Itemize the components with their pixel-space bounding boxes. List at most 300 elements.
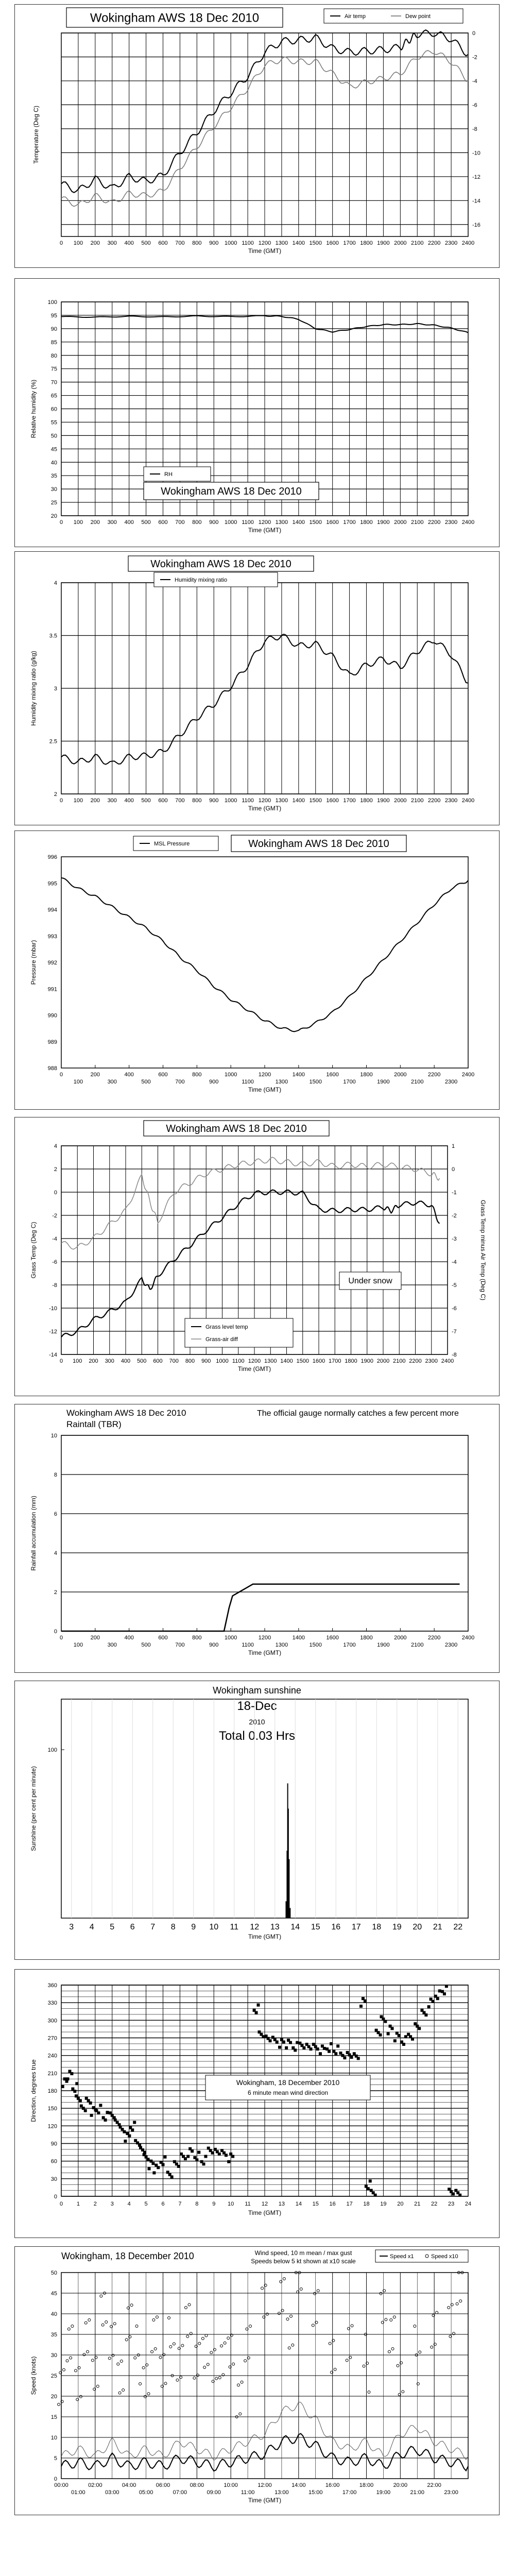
speed-x10-point <box>181 2344 184 2347</box>
wind-dir-point <box>418 2027 421 2030</box>
x-tick-label: 2200 <box>427 798 441 804</box>
x-tick-label: 700 <box>175 240 185 246</box>
x-tick-label: 2200 <box>427 1072 441 1078</box>
x-tick-label: 23:00 <box>444 2489 458 2496</box>
x-tick-label: 04:00 <box>122 2482 136 2488</box>
y-tick-label: 996 <box>47 854 57 860</box>
wind-dir-point <box>296 2041 299 2044</box>
x-tick-label: 1600 <box>326 519 339 526</box>
y-axis-label: Temperature (Deg C) <box>32 106 40 164</box>
wind-dir-point <box>128 2134 131 2138</box>
x-tick-label: 2100 <box>411 519 424 526</box>
y-tick-label: 2 <box>54 791 57 798</box>
y-tick-label: 3 <box>54 686 57 692</box>
y-tick-label: -8 <box>52 1282 57 1289</box>
x-tick-label: 18 <box>363 2201 370 2207</box>
x-tick-label: 1700 <box>343 240 356 246</box>
x-tick-label: 05:00 <box>139 2489 153 2496</box>
speed-x10-point <box>130 2304 133 2307</box>
x-tick-label: 1700 <box>329 1358 341 1364</box>
wind-dir-point <box>231 2155 234 2158</box>
x-tick-label: 900 <box>209 240 219 246</box>
x-tick-label: 02:00 <box>88 2482 102 2488</box>
wind-dir-point <box>256 2004 260 2007</box>
y-axis-label: Humidity mixing ratio (g/kg) <box>30 651 37 726</box>
x-tick-label: 2400 <box>461 519 475 526</box>
speed-x10-point <box>203 2366 206 2369</box>
x-tick-label: 10:00 <box>224 2482 238 2488</box>
wind-dir-point <box>70 2072 73 2075</box>
speed-x10-point <box>125 2338 128 2341</box>
x-axis-label: Time (GMT) <box>237 1365 271 1372</box>
pressure-chart <box>15 831 499 1109</box>
x-tick-label: 1200 <box>258 519 271 526</box>
x-tick-label: 1400 <box>292 1072 305 1078</box>
x-tick-label: 400 <box>124 1072 134 1078</box>
x-tick-label: 12 <box>261 2201 268 2207</box>
wind-dir-point <box>104 2119 107 2122</box>
speed-x10-point <box>283 2278 285 2280</box>
wind-dir-point <box>387 2032 390 2036</box>
sunshine-panel <box>14 1681 500 1960</box>
speed-x10-point <box>105 2321 108 2324</box>
x-tick-label: 01:00 <box>71 2489 85 2496</box>
chart-title: Wokingham AWS 18 Dec 2010 <box>90 11 260 25</box>
wind-dir-point <box>90 2114 93 2117</box>
x-tick-label: 100 <box>73 519 83 526</box>
y-tick-label: -6 <box>52 1259 57 1265</box>
speed-x10-point <box>147 2393 150 2395</box>
y-tick-label: 40 <box>50 460 57 466</box>
x-tick-label: 500 <box>141 240 151 246</box>
wind-dir-point <box>369 2179 372 2182</box>
x-tick-label: 21:00 <box>410 2489 425 2496</box>
chart-title: Wokingham AWS 18 Dec 2010 <box>248 838 389 850</box>
speed-x10-point <box>159 2356 162 2359</box>
grass-temp-panel <box>14 1117 500 1396</box>
x-tick-label: 19:00 <box>376 2489 391 2496</box>
y-tick-label: -12 <box>49 1329 57 1335</box>
plot-frame <box>61 1435 468 1631</box>
x-tick-label: 0 <box>59 240 63 246</box>
x-tick-label: 600 <box>153 1358 163 1364</box>
wind-dir-point <box>282 2040 285 2043</box>
chart-title: Wokingham AWS 18 Dec 2010 <box>66 1408 186 1418</box>
speed-x10-point <box>184 2307 187 2309</box>
y-tick-label: 15 <box>50 2414 57 2420</box>
y-tick-label: 240 <box>47 2053 57 2059</box>
x-tick-label: 200 <box>90 240 100 246</box>
x-tick-label: 1200 <box>258 1635 271 1641</box>
speed-x10-point <box>83 2353 85 2356</box>
series-msl-pressure <box>61 878 468 1031</box>
x-tick-label: 900 <box>209 1079 219 1085</box>
chart-note: The official gauge normally catches a few percent more <box>257 1409 459 1418</box>
wind-dir-point <box>157 2166 160 2169</box>
wind-dir-point <box>310 2047 313 2050</box>
rainfall-panel <box>14 1404 500 1673</box>
x-tick-label: 1200 <box>258 240 271 246</box>
speed-x10-point <box>300 2288 302 2291</box>
wind-dir-point <box>262 2035 265 2038</box>
x-tick-label: 1900 <box>360 1358 373 1364</box>
wind-direction-chart <box>15 1970 499 2238</box>
speed-x10-point <box>188 2303 191 2306</box>
chart-title: Wokingham AWS 18 Dec 2010 <box>161 486 302 497</box>
annotation-under-snow: Under snow <box>348 1277 392 1285</box>
x-tick-label: 900 <box>209 1642 219 1648</box>
y-tick-label: 992 <box>47 960 57 966</box>
speed-x10-point <box>391 2348 394 2350</box>
x-tick-label: 1700 <box>343 1642 356 1648</box>
x-tick-label: 1900 <box>377 240 390 246</box>
speed-x10-point <box>207 2363 209 2366</box>
y-tick-label: 2 <box>54 1589 57 1596</box>
speed-x10-point <box>96 2385 99 2387</box>
series-grass-air-diff <box>61 1157 439 1249</box>
wind-dir-point <box>328 2050 331 2053</box>
speed-x10-point <box>58 2403 60 2406</box>
y-tick-label: 994 <box>47 907 57 913</box>
wind-dir-point <box>131 2128 134 2131</box>
x-tick-label: 1100 <box>242 798 254 804</box>
x-tick-label: 1100 <box>242 519 254 526</box>
wind-dir-point <box>75 2082 78 2085</box>
speed-x10-point <box>88 2319 91 2321</box>
y2-axis-label: Grass Temp minus Air Temp (Deg C) <box>479 1200 487 1300</box>
sunshine-chart <box>15 1681 499 1959</box>
x-tick-label: 00:00 <box>54 2482 68 2488</box>
wind-dir-point <box>84 2109 87 2112</box>
x-tick-label: 2400 <box>461 1072 475 1078</box>
speed-x10-point <box>431 2346 433 2348</box>
x-tick-label: 19 <box>380 2201 387 2207</box>
x-tick-label: 100 <box>73 1642 83 1648</box>
wind-dir-point <box>73 2090 76 2093</box>
x-axis-label: Time (GMT) <box>248 247 282 255</box>
wind-dir-point <box>443 1992 446 1995</box>
x-tick-label: 1900 <box>377 798 390 804</box>
wind-dir-point <box>133 2121 136 2124</box>
x-tick-label: 19 <box>392 1923 402 1931</box>
x-tick-label: 1500 <box>296 1358 309 1364</box>
y-tick-label: -16 <box>472 222 480 228</box>
wind-dir-point <box>276 2040 279 2043</box>
x-tick-label: 300 <box>107 1079 117 1085</box>
y-tick-label: 180 <box>47 2088 57 2094</box>
y2-tick-label: -6 <box>452 1306 457 1312</box>
wind-dir-point <box>458 2194 461 2197</box>
x-tick-label: 800 <box>192 798 202 804</box>
y-tick-label: 100 <box>47 299 57 306</box>
wind-dir-point <box>66 2077 70 2080</box>
wind-dir-point <box>163 2156 166 2159</box>
x-tick-label: 0 <box>59 519 63 526</box>
y-tick-label: 50 <box>50 433 57 439</box>
speed-x10-point <box>448 2307 450 2309</box>
wind-dir-point <box>319 2052 322 2055</box>
speed-x10-point <box>210 2351 213 2354</box>
x-tick-label: 0 <box>59 1358 63 1364</box>
x-tick-label: 600 <box>158 519 168 526</box>
speed-x10-point <box>237 2384 239 2386</box>
rainfall-chart <box>15 1404 499 1672</box>
wind-dir-point <box>391 2027 394 2030</box>
x-tick-label: 1300 <box>275 1642 288 1648</box>
x-tick-label: 400 <box>124 519 134 526</box>
wind-dir-point <box>255 2011 258 2014</box>
speed-x10-point <box>134 2357 136 2359</box>
x-tick-label: 2300 <box>444 240 458 246</box>
speed-x10-point <box>74 2369 77 2372</box>
x-tick-label: 200 <box>89 1358 98 1364</box>
speed-x10-point <box>380 2292 382 2295</box>
speed-x10-point <box>388 2350 390 2353</box>
x-tick-label: 2000 <box>394 240 407 246</box>
legend-rh: RH <box>164 471 173 478</box>
speed-x10-point <box>87 2350 89 2353</box>
speed-x10-point <box>152 2319 155 2321</box>
speed-x10-point <box>224 2342 226 2344</box>
y-tick-label: 70 <box>50 379 57 386</box>
wind-dir-point <box>350 2056 353 2059</box>
x-tick-label: 11 <box>245 2201 251 2207</box>
x-axis-label: Time (GMT) <box>248 1649 282 1656</box>
x-tick-label: 1100 <box>232 1358 245 1364</box>
speed-x10-point <box>329 2342 331 2345</box>
wind-dir-point <box>278 2046 281 2049</box>
speed-x10-point <box>290 2315 293 2317</box>
x-tick-label: 1800 <box>360 1635 373 1641</box>
x-tick-label: 1800 <box>345 1358 357 1364</box>
wind-dir-point <box>269 2039 272 2042</box>
x-tick-label: 1800 <box>360 240 373 246</box>
wind-dir-point <box>195 2158 198 2161</box>
x-tick-label: 2000 <box>394 798 407 804</box>
speed-x10-point <box>351 2325 353 2327</box>
y-axis-label: Grass Temp (Deg C) <box>30 1222 37 1279</box>
x-tick-label: 16:00 <box>325 2482 340 2488</box>
x-tick-label: 1500 <box>309 798 322 804</box>
x-tick-label: 13 <box>270 1923 280 1931</box>
y-tick-label: -4 <box>472 78 477 84</box>
x-tick-label: 800 <box>185 1358 195 1364</box>
y-tick-label: 991 <box>47 986 57 993</box>
y-tick-label: 85 <box>50 339 57 346</box>
x-tick-label: 3 <box>69 1923 74 1931</box>
y-tick-label: -10 <box>49 1306 57 1312</box>
x-tick-label: 1500 <box>309 1642 322 1648</box>
x-tick-label: 300 <box>107 240 117 246</box>
wind-dir-point <box>334 2052 337 2055</box>
x-tick-label: 22:00 <box>427 2482 441 2488</box>
x-tick-label: 200 <box>90 798 100 804</box>
x-tick-label: 16 <box>331 1923 341 1931</box>
speed-x10-point <box>108 2357 111 2360</box>
chart-title: Wokingham AWS 18 Dec 2010 <box>150 558 291 570</box>
x-tick-label: 500 <box>141 519 151 526</box>
y-tick-label: -12 <box>472 174 480 180</box>
x-tick-label: 11:00 <box>241 2489 255 2496</box>
x-tick-label: 200 <box>90 1072 100 1078</box>
x-tick-label: 21 <box>414 2201 421 2207</box>
x-tick-label: 800 <box>192 240 202 246</box>
wind-dir-point <box>204 2155 207 2158</box>
x-axis-label: Time (GMT) <box>248 1933 282 1940</box>
x-tick-label: 400 <box>121 1358 131 1364</box>
x-tick-label: 13:00 <box>274 2489 289 2496</box>
x-tick-label: 600 <box>158 1072 168 1078</box>
y-tick-label: 100 <box>47 1747 57 1754</box>
chart-subtitle-1: Wind speed, 10 m mean / max gust <box>254 2249 352 2257</box>
speed-x10-point <box>402 2391 404 2393</box>
wind-dir-point <box>197 2151 200 2154</box>
x-tick-label: 1400 <box>292 798 305 804</box>
wind-dir-point <box>445 1985 448 1988</box>
x-tick-label: 09:00 <box>207 2489 221 2496</box>
x-tick-label: 22 <box>453 1923 463 1931</box>
x-axis-label: Time (GMT) <box>248 527 282 534</box>
speed-x10-point <box>176 2379 179 2381</box>
x-tick-label: 1900 <box>377 519 390 526</box>
x-tick-label: 0 <box>59 798 63 804</box>
x-tick-label: 2200 <box>409 1358 422 1364</box>
speed-x10-point <box>142 2366 145 2369</box>
chart-title: Wokingham AWS 18 Dec 2010 <box>166 1123 307 1134</box>
x-tick-label: 700 <box>169 1358 179 1364</box>
y-tick-label: 990 <box>47 1012 57 1019</box>
x-tick-label: 400 <box>124 1635 134 1641</box>
wind-dir-point <box>97 2111 100 2114</box>
speed-x10-point <box>100 2295 102 2297</box>
x-tick-label: 1200 <box>258 1072 271 1078</box>
x-tick-label: 16 <box>329 2201 336 2207</box>
x-tick-label: 2000 <box>376 1358 390 1364</box>
x-tick-label: 800 <box>192 519 202 526</box>
grass-temp-chart <box>15 1117 499 1396</box>
speed-x10-point <box>244 2360 247 2362</box>
wind-speed-chart <box>15 2247 499 2515</box>
x-axis-label: Time (GMT) <box>248 2497 282 2504</box>
x-tick-label: 1300 <box>275 519 288 526</box>
x-tick-label: 700 <box>175 1079 185 1085</box>
x-tick-label: 800 <box>192 1072 202 1078</box>
x-tick-label: 1900 <box>377 1642 390 1648</box>
legend-air-temp: Air temp <box>345 13 366 20</box>
wind-dir-point <box>436 1997 439 2000</box>
x-tick-label: 900 <box>209 798 219 804</box>
x-tick-label: 8 <box>170 1923 176 1931</box>
legend-grass-temp: Grass level temp <box>205 1324 248 1330</box>
x-tick-label: 100 <box>73 240 83 246</box>
wind-dir-point <box>404 2035 407 2038</box>
x-tick-label: 10 <box>209 1923 219 1931</box>
speed-x10-point <box>186 2335 189 2338</box>
wind-dir-point <box>330 2042 333 2045</box>
x-tick-label: 14 <box>295 2201 302 2207</box>
y-tick-label: 25 <box>50 2373 57 2379</box>
speed-x10-point <box>459 2300 462 2302</box>
x-tick-label: 5 <box>110 1923 115 1931</box>
y-tick-label: 35 <box>50 473 57 480</box>
speed-x10-point <box>79 2395 82 2398</box>
wind-dir-point <box>294 2048 297 2052</box>
x-tick-label: 100 <box>73 1079 83 1085</box>
wind-dir-point <box>367 2187 370 2190</box>
chart-subtitle: Raintall (TBR) <box>66 1419 122 1429</box>
wind-dir-point <box>124 2140 127 2143</box>
speed-x10-point <box>334 2368 336 2371</box>
speed-x10-point <box>220 2345 223 2347</box>
x-tick-label: 1 <box>76 2201 80 2207</box>
x-tick-label: 1000 <box>216 1358 229 1364</box>
x-tick-label: 6 <box>161 2201 165 2207</box>
y-tick-label: 80 <box>50 352 57 359</box>
speed-x10-point <box>156 2316 158 2318</box>
wind-dir-point <box>170 2175 174 2178</box>
speed-x10-point <box>241 2381 243 2383</box>
wind-dir-point <box>177 2165 180 2168</box>
speed-x10-point <box>154 2348 157 2350</box>
x-tick-label: 2100 <box>393 1358 406 1364</box>
y-tick-label: 30 <box>50 486 57 493</box>
x-tick-label: 08:00 <box>190 2482 204 2488</box>
x-tick-label: 15 <box>311 1923 320 1931</box>
chart-title: Wokingham sunshine <box>213 1685 301 1696</box>
y-tick-label: 60 <box>50 2158 57 2165</box>
wind-dir-point <box>148 2167 151 2170</box>
x-axis-label: Time (GMT) <box>248 1086 282 1093</box>
y-tick-label: 45 <box>50 2291 57 2297</box>
y-tick-label: 8 <box>54 1472 57 1478</box>
y2-tick-label: 0 <box>452 1166 455 1173</box>
x-tick-label: 14:00 <box>291 2482 306 2488</box>
series-rainfall <box>61 1584 460 1631</box>
humidity-chart <box>15 279 499 547</box>
speed-x10-point <box>101 2324 104 2326</box>
x-tick-label: 700 <box>175 519 185 526</box>
y-tick-label: 0 <box>54 1629 57 1635</box>
speed-x10-point <box>113 2323 116 2325</box>
x-tick-label: 1700 <box>343 1079 356 1085</box>
x-axis-label: Time (GMT) <box>248 2209 282 2216</box>
speed-x10-point <box>266 2313 268 2315</box>
x-tick-label: 400 <box>124 240 134 246</box>
x-tick-label: 2100 <box>411 1642 424 1648</box>
speed-x10-point <box>62 2368 65 2371</box>
y2-tick-label: -8 <box>452 1352 457 1358</box>
y2-tick-label: -4 <box>452 1259 457 1265</box>
x-tick-label: 8 <box>195 2201 199 2207</box>
x-tick-label: 1300 <box>275 798 288 804</box>
speed-x10-point <box>151 2350 153 2353</box>
x-tick-label: 500 <box>141 1079 151 1085</box>
wind-dir-point <box>302 2046 305 2049</box>
x-tick-label: 1500 <box>309 1079 322 1085</box>
y-axis-label: Rainfall accumulation (mm) <box>30 1496 37 1571</box>
wind-speed-panel <box>14 2246 500 2515</box>
speed-x10-point <box>201 2337 204 2340</box>
y-tick-label: 120 <box>47 2123 57 2130</box>
mixing-ratio-chart <box>15 552 499 825</box>
y-axis-label: Sunshine (per cent per minute) <box>30 1766 37 1851</box>
x-tick-label: 15:00 <box>308 2489 323 2496</box>
x-tick-label: 2100 <box>411 798 424 804</box>
speed-x10-point <box>198 2342 201 2345</box>
x-tick-label: 1300 <box>275 1079 288 1085</box>
x-tick-label: 1400 <box>292 240 305 246</box>
wind-dir-point <box>438 1989 441 1992</box>
